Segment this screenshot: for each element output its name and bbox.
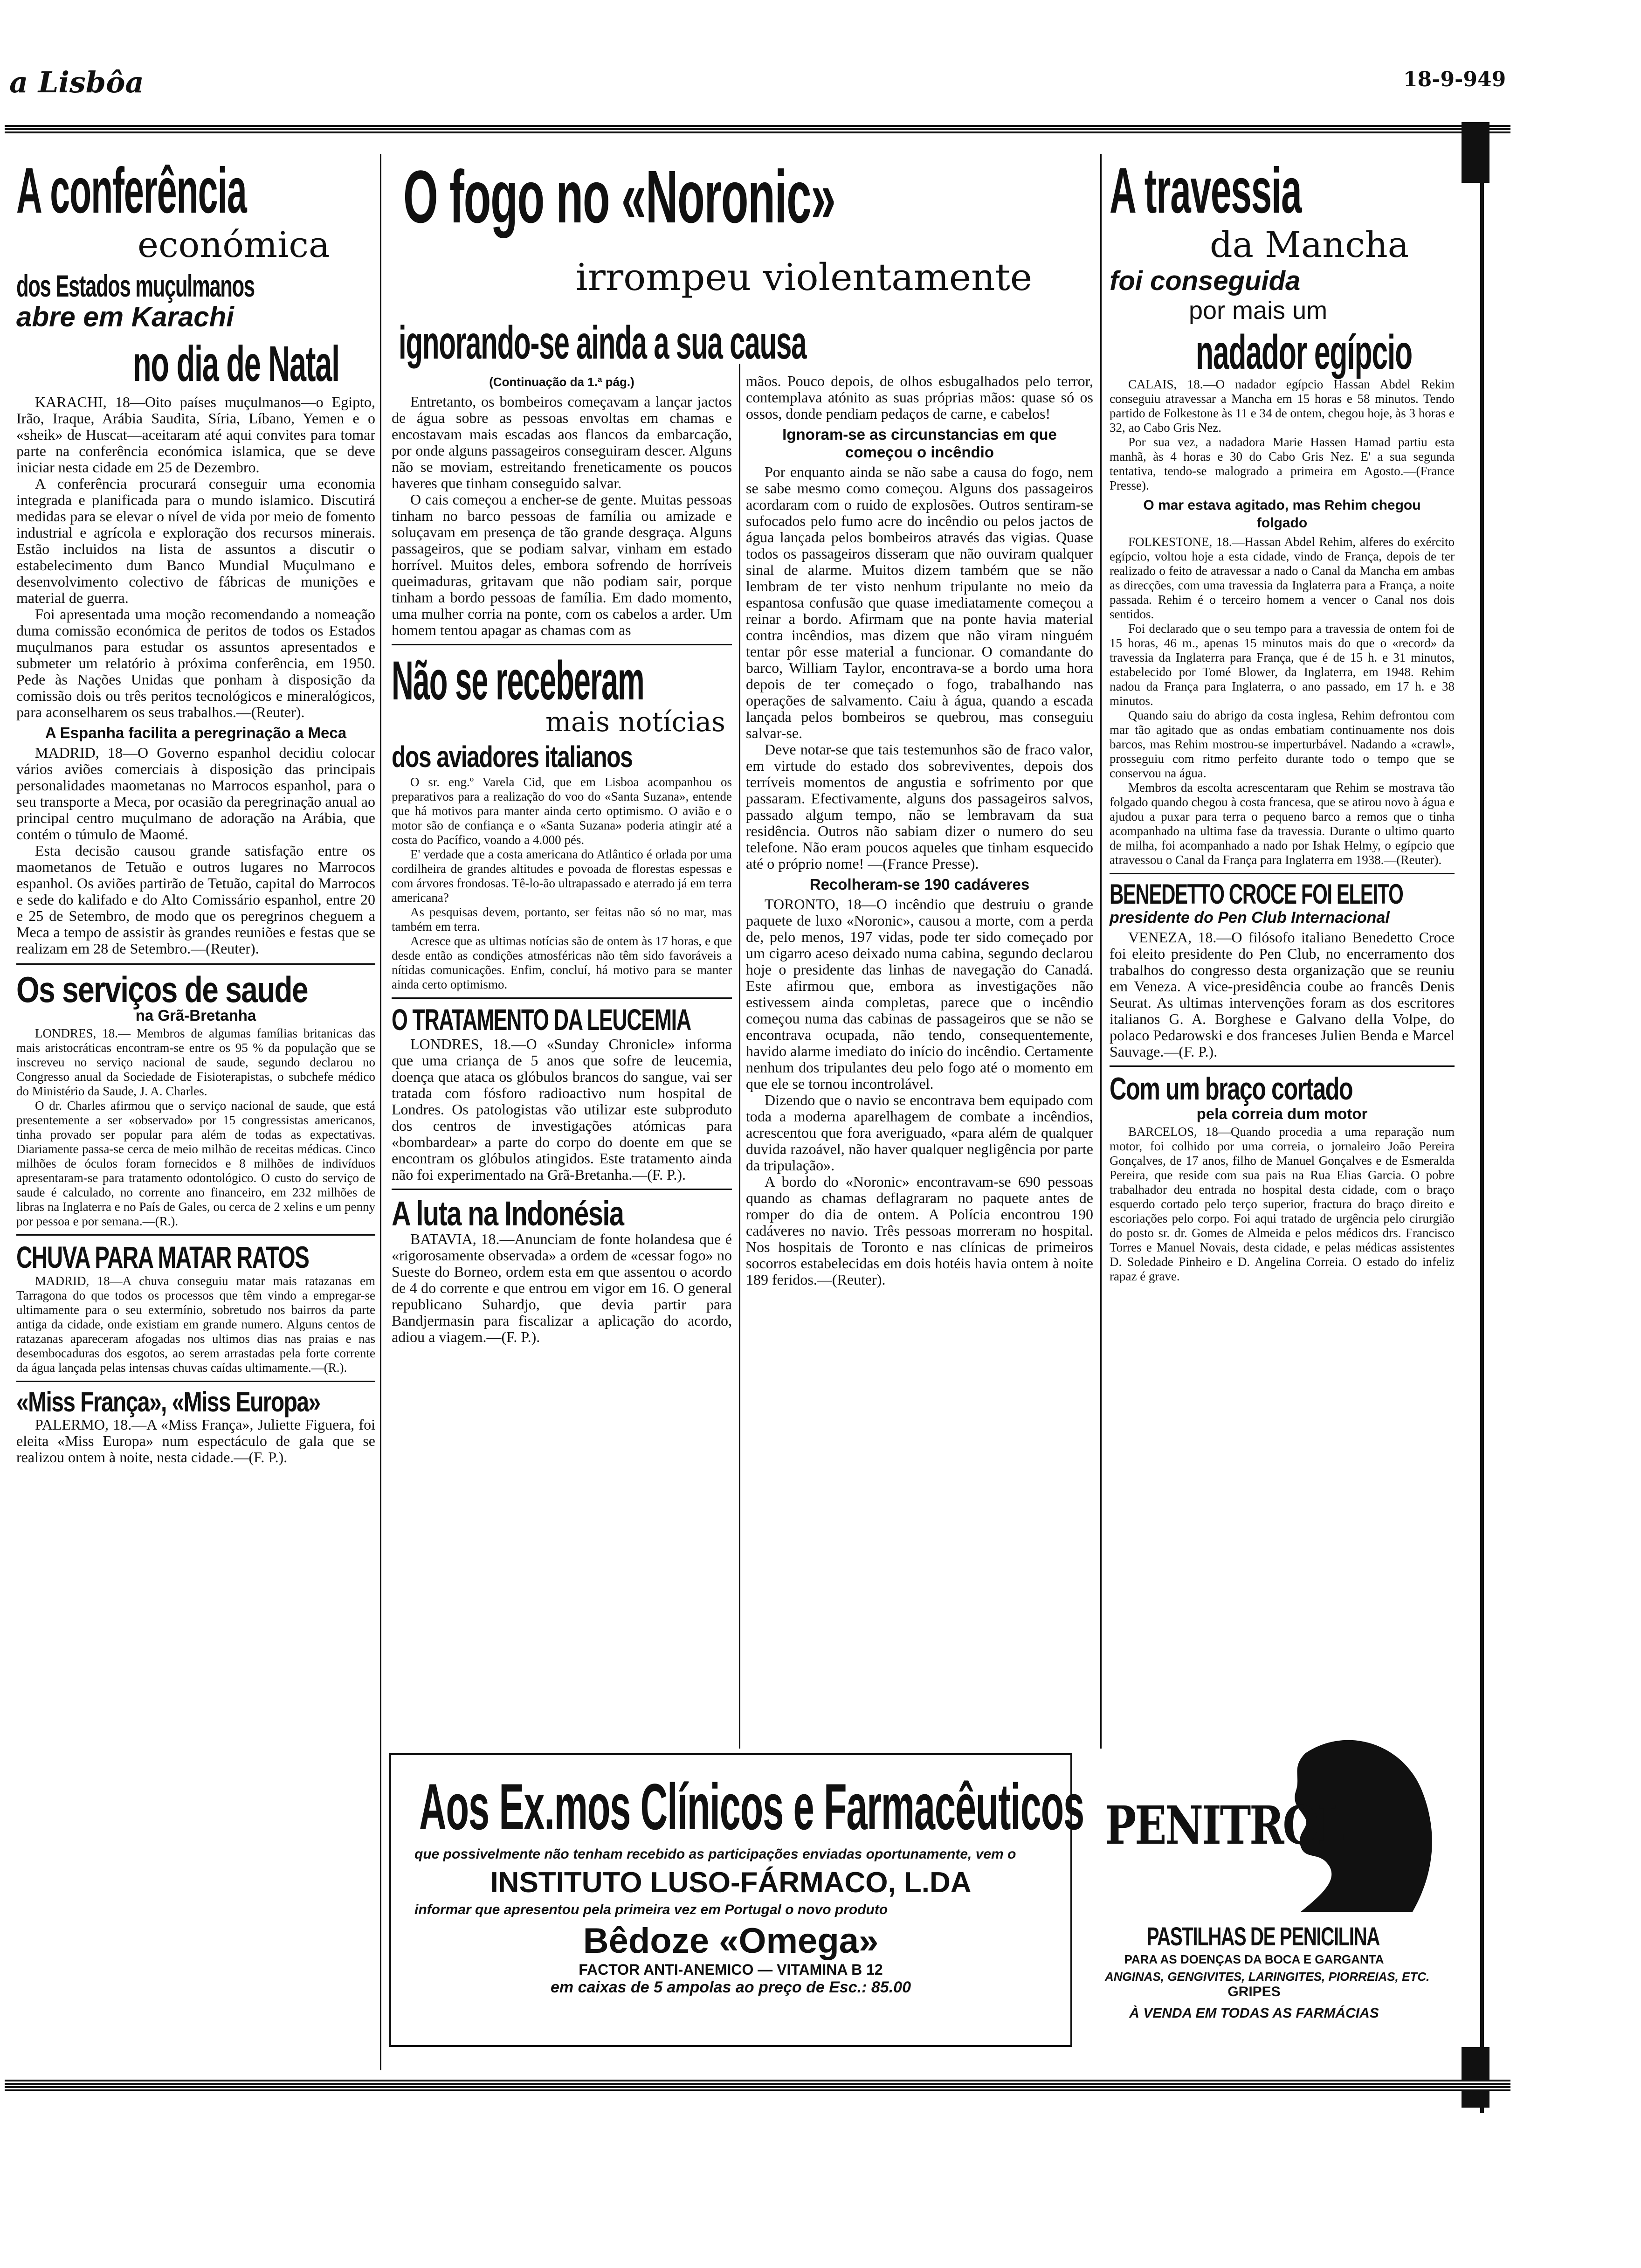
paragraph: LONDRES, 18.— Membros de algumas famílias britanicas das mais aristocráticas encontram-se entre os 95 % da população que se inscreveu no serviço nacional de saude, segundo declarou no Congresso anual da Sociedade de Fisioterapistas, o subchefe médico do Ministério da Saude, J. A. Charles. [16,1026,375,1098]
right-margin-bar-bottom [1462,2047,1489,2108]
ad-product: Bêdoze «Omega» [583,1921,879,1961]
subhead-natal: no dia de Natal [133,335,339,392]
advertisement-penitrol [1105,1725,1459,2061]
headline-espanha: A Espanha facilita a peregrinação a Meca [45,724,347,741]
paragraph: PALERMO, 18.—A «Miss França», Juliette Figuera, foi eleita «Miss Europa» num espectáculo de gala que se realizou ontem à noite, nesta cidade.—(F. P.). [16,1416,375,1466]
paragraph: VENEZA, 18.—O filósofo italiano Benedetto Croce foi eleito presidente do Pen Club, no encerramento dos trabalhos do congresso desta organização que se reuniu em Veneza. A vice-presidência coube ao francês Denis Seurat. As ultimas intervenções foram as dos escritores italianos G. A. Borghese e Galvano della Volpe, do polaco Pedarowski e dos franceses Julien Benda e Marcel Sauvage.—(F. P.). [1110,929,1455,1060]
paragraph: BARCELOS, 18—Quando procedia a uma reparação num motor, foi colhido por uma correia, o jornaleiro João Pereira Gonçalves, de 17 anos, filho de Manuel Gonçalves e de Esmeralda Pereira, que reside com sua pais na Rua Elias Garcia. O pobre trabalhador deu entrada no hospital desta cidade, com o braço esquerdo cortado pelo terço superior, fractura do braço direito e escoriações pelo corpo. Foi aqui tratado de urgência pelo cirurgião do posto sr. dr. Gomes de Almeida e pelos médicos drs. Francisco Torres e Manuel Novais, desta cidade, e pelas médicas assistentes D. Soledade Pinheiro e D. Angelina Correia. O estado do infeliz rapaz é grave. [1110,1125,1455,1283]
paragraph: O sr. eng.º Varela Cid, que em Lisboa acompanhou os preparativos para a realização do voo do «Santa Suzana», entende que há motivos para manter ainda certo optimismo. O avião e o motor são de confiança e o «Santa Suzana» poderia atingir até a costa do Pacífico, voando a 4.000 pés. [392,775,732,847]
paragraph: BATAVIA, 18.—Anunciam de fonte holandesa que é «rigorosamente observada» a ordem de «cessar fogo» no Sueste do Borneo, ordem esta em que assentou o acordo de 4 do corrente e que entrou em vigor em 16. O general republicano Suhardjo, que devia partir para Bandjermasin para fiscalizar a aplicação do acordo, adiou a viagem.—(F. P.). [392,1231,732,1345]
subhead-pen-club: presidente do Pen Club Internacional [1110,909,1390,927]
paragraph: A bordo do «Noronic» encontravam-se 690 pessoas quando as chamas deflagraram no paquete antes de romper do dia de ontem. A Polícia encontrou 190 cadáveres no navio. Três pessoas morreram no hospital. Nos hospitais de Toronto e nas clínicas de primeiros socorros estabelecidas em dois hotéis havia ontem à noite 189 feridos.—(Reuter). [746,1173,1093,1288]
ad-company: INSTITUTO LUSO-FÁRMACO, L.DA [490,1867,972,1899]
ad-price: em caixas de 5 ampolas ao preço de Esc.: 85.00 [551,1978,911,1996]
paragraph: A conferência procurará conseguir uma economia integrada e planificada para o mundo islamico. Discutirá medidas para se elevar o nível de vida por meio de fomento industrial e agrícola e exploração dos recursos minerais. Estão incluidos na lista de assuntos a discutir o estabelecimento dum Banco Mundial Muçulmano e desenvolvimento colectivo de fábricas de munições e material de guerra. [16,475,375,606]
paragraph: O dr. Charles afirmou que o serviço nacional de saude, que está presentemente a ser «observado» por 15 congressistas americanos, tinha provado ser popular para além de todas as expectativas. Diariamente passa-se cerca de meio milhão de receitas médicas. Cinco milhões de óculos foram fornecidos e 8 milhões de indivíduos apresentaram-se para tratamento odontológico. O custo do serviço de saude é calculado, no corrente ano financeiro, em 232 milhões de libras na Inglaterra e no País de Gales, ou cerca de 2 xelins e um penny por pessoa e por semana.—(R.). [16,1099,375,1228]
paragraph: Dizendo que o navio se encontrava bem equipado com toda a moderna aparelhagem de combate a incêndios, acrescentou que fora averiguado, «para além de qualquer duvida razoável, não haver qualquer negligência por parte da tripulação». [746,1092,1093,1174]
headline-travessia: A travessia [1110,155,1302,227]
subhead-gra-bretanha: na Grã-Bretanha [135,1007,256,1024]
paragraph: CALAIS, 18.—O nadador egípcio Hassan Abdel Rekim conseguiu atravessar a Mancha em 15 horas e 58 minutos. Tendo partido de Folkestone às 11 e 34 de ontem, chegou hoje, às 3 horas e 32, ao Cabo Gris Nez. [1110,377,1455,435]
paragraph: TORONTO, 18—O incêndio que destruiu o grande paquete de luxo «Noronic», causou a morte, com a perda de, pelo menos, 197 vidas, pode ter sido começado por um cigarro aceso deixado numa cabina, segundo declarou hoje o presidente das linhas de navegação do Canadá. Este afirmou que, embora as investigações não estivessem ainda completas, parece que o incêndio começou numa das cabinas de passageiros que se não se encontrava ocupada, não tendo, consequentemente, havido alarme imediato do início do incêndio. Certamente nenhum dos tripulantes deu pelo fogo até o momento em que ele se tornou incontrolável. [746,896,1093,1092]
subhead-nadador: nadador egípcio [1196,325,1412,380]
subhead-correia: pela correia dum motor [1196,1105,1368,1122]
masthead-title: a Lisbôa [9,65,144,99]
penitrol-brand: PENITROL [1105,1795,1346,1856]
paragraph: MADRID, 18—A chuva conseguiu matar mais ratazanas em Tarragona do que todos os processos que têm vindo a empregar-se ultimamente para o seu extermínio, sobretudo nos bairros da parte antiga da cidade, onde existiam em grande numero. Alguns centos de ratazanas apareceram afogadas nos ultimos dias nas praias e nas desembocaduras dos esgotos, ao serem arrastadas pela forte corrente da água lançada pelas intensas chuvas caídas ultimamente.—(R.). [16,1274,375,1375]
headline-braco-cortado: Com um braço cortado [1110,1071,1353,1106]
subhead-estados: dos Estados muçulmanos [16,269,255,303]
paragraph: Foi declarado que o seu tempo para a travessia de ontem foi de 15 horas, 46 m., apenas 15 minutos mais do que o «record» da travessia da Inglaterra para França, que é de 15 h. e 31 minutos, estabelecido por Tomé Blower, da Inglaterra, em 1948. Rehim nadou da França para Inglaterra, o ano passado, em 17 h. e 38 minutos. [1110,622,1455,708]
paragraph: FOLKESTONE, 18.—Hassan Abdel Rehim, alferes do exército egípcio, voltou hoje a esta cidade, vindo de França, depois de ter realizado o feito de atravessar a nado o Canal da Mancha em ambas as direcções, com uma travessia da Inglaterra para a França, a noite passada. Rehim é o terceiro homem a vencer o Canal nos dois sentidos. [1110,535,1455,621]
column-2 [392,373,732,1345]
paragraph: Deve notar-se que tais testemunhos são de fraco valor, em virtude do estado dos sobreviventes, depois dos terríveis momentos de angustia e sofrimento por que passaram. Efectivamente, alguns dos passageiros salvos, passado algum tempo, não se lembravam da sua residência. Outros não sabiam dizer o numero do seu telefone. Não eram poucos aqueles que tinham esquecido até o próprio nome! —(France Presse). [746,741,1093,872]
column-3 [746,373,1093,1288]
continuation-note: (Continuação da 1.ª pág.) [489,375,634,389]
paragraph: O cais começou a encher-se de gente. Muitas pessoas tinham no barco pessoas de família ou amizade e soluçavam em presença de tão grande desgraça. Alguns passageiros, que se podiam salvar, vinham em estado horrível. Muitos deles, embora sofrendo de horríveis queimaduras, gritavam que não podiam sair, porque tinham a bordo pessoas de família. Em dado momento, uma mulher corria na ponte, com os cabelos a arder. Um homem tentou apagar as chamas com as [392,491,732,638]
bottom-rule [5,2080,1510,2091]
paragraph: KARACHI, 18—Oito países muçulmanos—o Egipto, Irão, Iraque, Arábia Saudita, Síria, Líbano, Yemen e o «sheik» de Huscat—aceitaram até aqui convites para tomar parte na conferência económica islamica, que se deve iniciar nesta cidade em 25 de Dezembro. [16,394,375,476]
right-margin-line [1480,122,1484,2113]
subhead-karachi: abre em Karachi [16,301,234,332]
headline-noronic: O fogo no «Noronic» [403,155,835,238]
column-1 [16,149,375,1466]
subhead-mar-agitado: O mar estava agitado, mas Rehim chegou folgado [1143,498,1421,531]
ad-line: FACTOR ANTI-ANEMICO — VITAMINA B 12 [579,1961,883,1978]
headline-indonesia: A luta na Indonésia [392,1194,624,1233]
paragraph: Acresce que as ultimas notícias são de ontem às 17 horas, e que desde então as condições atmosféricas não têm sido favoráveis a nítidas comunicações. Enfim, concluí, há motivo para se manter ainda certo optimismo. [392,934,732,991]
paragraph: LONDRES, 18.—O «Sunday Chronicle» informa que uma criança de 5 anos que sofre de leucemia, doença que ataca os glóbulos brancos do sangue, vai ser tratada com fósforo radioactivo num hospital de Londres. Os patologistas vão utilizar este subproduto dos centros de investigações atómicas para «bombardear» a parte do corpo do doente em que se encontram os glóbulos atingidos. Este tratamento ainda não foi experimentado na Grã-Bretanha.—(F. P.). [392,1036,732,1183]
paragraph: E' verdade que a costa americana do Atlântico é orlada por uma cordilheira de grandes altitudes e povoada de florestas espessas e com árvores frondosas. Tê-lo-ão ultrapassado e aterrado já em terra americana? [392,847,732,905]
column-rule-1 [380,154,381,2070]
paragraph: Por enquanto ainda se não sabe a causa do fogo, nem se sabe mesmo como começou. Alguns dos passageiros acordaram com o ruido de explosões. Outros sentiram-se sufocados pelo fumo acre do incêndio ou pelos jactos de água lançada pelos bombeiros através das vigias. Quase todos os passageiros disseram que não ouviram qualquer sinal de alarme. Muitos dizem também que se não lembram de ter visto nenhum tripulante no meio da espantosa confusão que quase imediatamente começou a reinar a bordo. Afirmam que na ponte havia material contra incêndios, mas dizem que não viram ninguém tentar pôr esse material a funcionar. O comandante do barco, William Taylor, encontrava-se a bordo uma hora depois de ter começado o fogo, trabalhando nas operações de salvamento. Caiu à água, quando a escada lançada pelos bombeiros se quebrou, mas conseguiu salvar-se. [746,463,1093,741]
subhead-economica: económica [138,224,330,265]
headline-chuva-ratos: CHUVA PARA MATAR RATOS [16,1240,309,1274]
subhead-mais-noticias: mais notícias [545,706,725,738]
ad-line: informar que apresentou pela primeira vez em Portugal o novo produto [414,1902,888,1917]
ad-line: que possivelmente não tenham recebido as participações enviadas oportunamente, vem o [414,1846,1016,1862]
subhead-circunstancias: Ignoram-se as circunstancias em que começou o incêndio [782,426,1057,461]
paragraph: MADRID, 18—O Governo espanhol decidiu colocar vários aviões comerciais à disposição das principais personalidades maometanas no Marrocos espanhol, para o seu transporte a Meca, por ocasião da peregrinação anual ao principal centro muçulmano de adoração na Arábia, que contém o túmulo de Maomé. [16,744,375,843]
penitrol-line: GRIPES [1227,1984,1281,1999]
ad-headline: Aos Ex.mos Clínicos e Farmacêuticos [419,1770,1084,1843]
penitrol-line: PASTILHAS DE PENICILINA [1146,1922,1379,1951]
headline-leucemia: O TRATAMENTO DA LEUCEMIA [392,1003,691,1037]
masthead-rule [5,125,1510,135]
paragraph: Esta decisão causou grande satisfação entre os maometanos de Tetuão e outros lugares no Marrocos espanhol. Os aviões partirão de Tetuão, capital do Marrocos e sede do kalifado e do Alto Comissário espanhol, entre 20 e 25 de Setembro, de modo que os peregrinos cheguem a Meca a tempo de assistir às grandes reuniões e festas que se realizam em 28 de Setembro.—(Reuter). [16,842,375,957]
paragraph: Membros da escolta acrescentaram que Rehim se mostrava tão folgado quando chegou à costa francesa, que se atirou novo à água e ajudou a puxar para terra o pequeno barco a remos que o tinha acompanhado na ultima fase da travessia. Durante o ultimo quarto de milha, foi acompanhado a nado por Ishak Helmy, o egípcio que atravessou o Canal da França para Inglaterra em 1938.—(Reuter). [1110,781,1455,867]
headline-croce: BENEDETTO CROCE FOI ELEITO [1110,878,1403,910]
subhead-cadaveres: Recolheram-se 190 cadáveres [809,876,1030,893]
column-rule-3 [1100,154,1102,1749]
paragraph: Foi apresentada uma moção recomendando a nomeação duma comissão económica de peritos de todos os Estados muçulmanos para estudar os assuntos apresentados e submeter um relatório à próxima conferência, em 1950. Pede às Nações Unidas que ponham à disposição da comissão dois ou três peritos tecnológicos e mineralógicos, para aconselharem os seus trabalhos.—(Reuter). [16,606,375,720]
column-rule-2 [739,364,740,1749]
paragraph: As pesquisas devem, portanto, ser feitas não só no mar, mas também em terra. [392,905,732,933]
subhead-mancha: da Mancha [1210,224,1409,265]
column-4 [1110,149,1455,1284]
penitrol-line: ANGINAS, GENGIVITES, LARINGITES, PIORREIAS, ETC. [1105,1970,1430,1984]
subhead-irrompeu: irrompeu violentamente [576,256,1033,299]
masthead-date: 18-9-949 [1403,68,1506,91]
paragraph: mãos. Pouco depois, de olhos esbugalhados pelo terror, contemplava atónito as suas próprias mãos: quase só os ossos, donde pendiam pedaços de carne, e cabelos! [746,373,1093,422]
headline-conferencia: A conferência [16,155,247,227]
penitrol-line: PARA AS DOENÇAS DA BOCA E GARGANTA [1124,1952,1384,1966]
paragraph: Quando saiu do abrigo da costa inglesa, Rehim defrontou com mar tão agitado que as ondas embatiam continuamente nos dois barcos, mas Rehim mostrou-se imperturbável. Nadando a «crawl», prosseguiu com ritmo perfeito durante todo o tempo que se conservou na água. [1110,708,1455,780]
subhead-conseguida: foi conseguida [1110,266,1301,296]
paragraph: Entretanto, os bombeiros começavam a lançar jactos de água sobre as pessoas envoltas em chamas e encostavam mais escadas aos flancos da embarcação, por onde alguns passageiros conseguiram descer. Alguns não se moviam, estreitando freneticamente os poucos haveres que tinham conseguido salvar. [392,393,732,491]
subhead-mais-um: por mais um [1189,297,1328,325]
advertisement-luso-farmaco [389,1753,1084,2047]
penitrol-line: À VENDA EM TODAS AS FARMÁCIAS [1129,2005,1379,2021]
headline-miss-europa: «Miss França», «Miss Europa» [16,1386,320,1418]
right-margin-bar [1462,122,1489,183]
headline-nao-receberam: Não se receberam [392,650,644,712]
headline-servicos-saude: Os serviços de saude [16,969,308,1010]
paragraph: Por sua vez, a nadadora Marie Hassen Hamad partiu esta manhã, às 4 horas e 30 do Cabo Gris Nez. E' a sua segunda tentativa, tendo-se malogrado a primeira em Agosto.—(France Presse). [1110,435,1455,492]
subhead-ignorando: ignorando-se ainda a sua causa [399,317,807,369]
subhead-aviadores: dos aviadores italianos [392,740,633,774]
